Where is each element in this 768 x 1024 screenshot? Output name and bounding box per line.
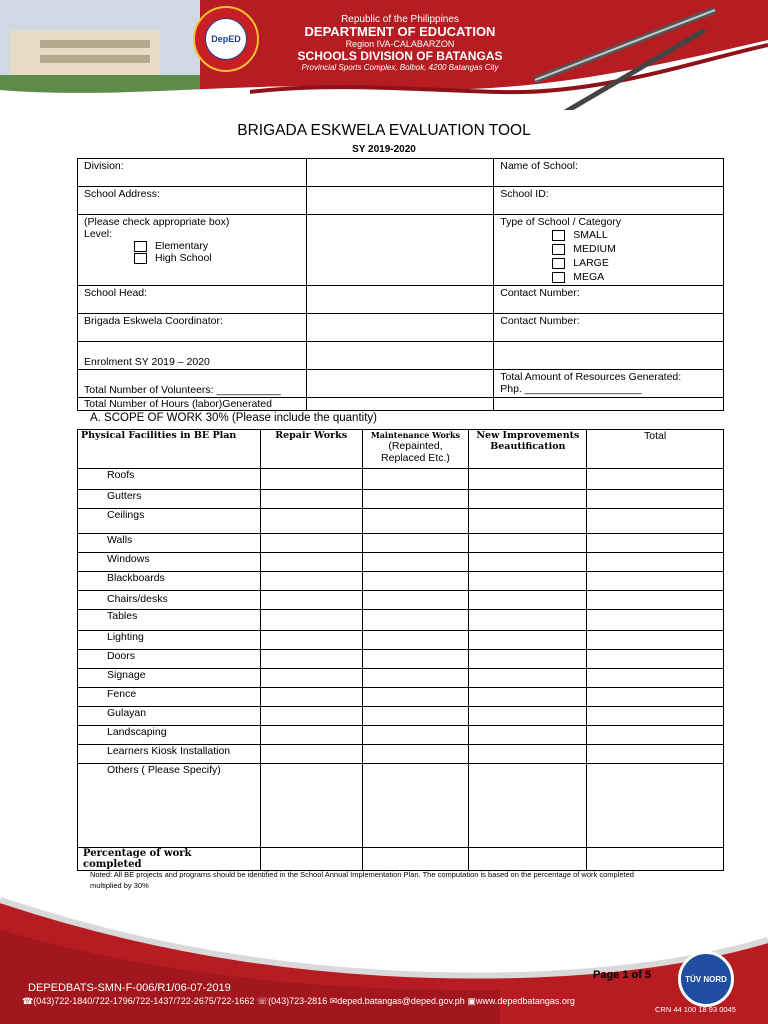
- cell[interactable]: [469, 553, 587, 572]
- cell[interactable]: [362, 469, 469, 490]
- cell[interactable]: [362, 707, 469, 726]
- enrolment-field[interactable]: [306, 342, 494, 370]
- cell[interactable]: [260, 764, 362, 848]
- volunteers-label: Total Number of Volunteers: ___________: [78, 370, 307, 398]
- cell[interactable]: [362, 553, 469, 572]
- checkbox[interactable]: [552, 272, 565, 283]
- form-code: DEPEDBATS-SMN-F-006/R1/06-07-2019: [28, 982, 231, 994]
- header-maintenance: [362, 430, 469, 469]
- cell[interactable]: [469, 650, 587, 669]
- cell[interactable]: [469, 848, 587, 871]
- type-option-medium[interactable]: [500, 242, 717, 256]
- school-year: SY 2019-2020: [352, 144, 416, 155]
- cell[interactable]: [587, 534, 724, 553]
- cell[interactable]: [362, 650, 469, 669]
- maint-title: Maintenance Works: [370, 430, 461, 440]
- cell[interactable]: [587, 650, 724, 669]
- cell[interactable]: [362, 591, 469, 610]
- cell[interactable]: [469, 669, 587, 688]
- school-name-label: Name of School:: [494, 159, 724, 187]
- seal-text: DepED: [205, 18, 247, 60]
- cell[interactable]: [362, 572, 469, 591]
- row-label: Fence: [78, 688, 261, 707]
- row-label: Chairs/desks: [78, 591, 261, 610]
- header-address: Provincial Sports Complex, Bolbok, 4200 Batangas City: [301, 63, 499, 72]
- row-label: Tables: [78, 610, 261, 631]
- header-department: DEPARTMENT OF EDUCATION: [304, 24, 496, 39]
- cell[interactable]: [260, 553, 362, 572]
- cell[interactable]: [362, 490, 469, 509]
- cell[interactable]: [260, 509, 362, 534]
- type-label: Type of School / Category: [500, 216, 622, 228]
- cell[interactable]: [587, 469, 724, 490]
- cell[interactable]: [362, 688, 469, 707]
- checkbox[interactable]: [134, 253, 147, 264]
- cell[interactable]: [260, 631, 362, 650]
- cell[interactable]: [260, 591, 362, 610]
- note-text: Noted: All BE projects and programs should be identified in the School Annual Implementation Plan. The computation is based on the percentage of work completed multiplied by 30%: [90, 870, 634, 890]
- hours-blank: [494, 398, 724, 411]
- coordinator-label: Brigada Eskwela Coordinator:: [78, 314, 307, 342]
- header-region: Region IVA-CALABARZON: [345, 39, 455, 49]
- cell[interactable]: [587, 572, 724, 591]
- type-option-mega[interactable]: [500, 270, 717, 284]
- row-label: Learners Kiosk Installation: [78, 745, 261, 764]
- option-label: Elementary: [155, 240, 209, 252]
- page-title: BRIGADA ESKWELA EVALUATION TOOL: [237, 122, 531, 139]
- type-option-small[interactable]: [500, 228, 717, 242]
- cell[interactable]: [362, 610, 469, 631]
- row-label: Gulayan: [78, 707, 261, 726]
- row-label: Ceilings: [78, 509, 261, 534]
- option-label: LARGE: [573, 257, 609, 269]
- row-label: Roofs: [78, 469, 261, 490]
- cell[interactable]: [469, 707, 587, 726]
- school-id-label: School ID:: [494, 187, 724, 215]
- cell[interactable]: [260, 650, 362, 669]
- cell[interactable]: [469, 591, 587, 610]
- volunteers-field[interactable]: [306, 370, 494, 398]
- scope-title: A. SCOPE OF WORK 30% (Please include the quantity): [90, 412, 377, 424]
- cell[interactable]: [587, 726, 724, 745]
- page-number: Page 1 of 5: [593, 969, 652, 981]
- coordinator-field[interactable]: [306, 314, 494, 342]
- percentage-label: Percentage of work completed: [78, 848, 261, 871]
- cell[interactable]: [587, 688, 724, 707]
- cell[interactable]: [362, 764, 469, 848]
- cell[interactable]: [260, 669, 362, 688]
- level-field[interactable]: [306, 215, 494, 286]
- enrolment-blank: [494, 342, 724, 370]
- option-label: MEGA: [573, 271, 605, 283]
- cell[interactable]: [469, 572, 587, 591]
- cell[interactable]: [362, 848, 469, 871]
- php-line: Php. ____________________: [500, 383, 642, 395]
- checkbox[interactable]: [552, 258, 565, 269]
- cell[interactable]: [362, 726, 469, 745]
- cell[interactable]: [469, 610, 587, 631]
- cell[interactable]: [260, 572, 362, 591]
- hours-field[interactable]: [306, 398, 494, 411]
- header-division: SCHOOLS DIVISION OF BATANGAS: [297, 49, 503, 63]
- cell[interactable]: [469, 745, 587, 764]
- checkbox[interactable]: [134, 241, 147, 252]
- option-label: High School: [155, 252, 212, 264]
- cell[interactable]: [587, 707, 724, 726]
- cell[interactable]: [260, 848, 362, 871]
- type-cell: [494, 215, 724, 286]
- row-label: Walls: [78, 534, 261, 553]
- level-option-elementary[interactable]: [84, 240, 300, 252]
- cell[interactable]: [587, 764, 724, 848]
- contact-label: Contact Number:: [494, 314, 724, 342]
- contact-label: Contact Number:: [494, 286, 724, 314]
- row-label: Landscaping: [78, 726, 261, 745]
- cell[interactable]: [362, 534, 469, 553]
- head-field[interactable]: [306, 286, 494, 314]
- row-label: Doors: [78, 650, 261, 669]
- cell[interactable]: [587, 490, 724, 509]
- header-total: Total: [587, 430, 724, 469]
- school-info-table: [77, 158, 724, 411]
- cell[interactable]: [469, 688, 587, 707]
- maint-sub: (Repainted, Replaced Etc.): [381, 440, 450, 464]
- cell[interactable]: [469, 631, 587, 650]
- cell[interactable]: [260, 726, 362, 745]
- level-cell: [78, 215, 307, 286]
- row-label: Signage: [78, 669, 261, 688]
- cell[interactable]: [260, 490, 362, 509]
- scope-of-work-table: [77, 429, 724, 871]
- cell[interactable]: [469, 490, 587, 509]
- cell[interactable]: [260, 688, 362, 707]
- check-note: (Please check appropriate box): [84, 216, 230, 228]
- cell[interactable]: [587, 610, 724, 631]
- level-label: Level:: [84, 228, 113, 240]
- cell[interactable]: [469, 534, 587, 553]
- header-text: [270, 14, 530, 73]
- header-facilities: Physical Facilities in BE Plan: [78, 430, 261, 469]
- address-field[interactable]: [306, 187, 494, 215]
- cell[interactable]: [260, 707, 362, 726]
- cell[interactable]: [362, 631, 469, 650]
- tuv-nord-logo: TÜV NORD: [678, 951, 734, 1007]
- level-option-highschool[interactable]: [84, 252, 300, 264]
- head-label: School Head:: [78, 286, 307, 314]
- row-label: Others ( Please Specify): [78, 764, 261, 848]
- cell[interactable]: [469, 469, 587, 490]
- row-label: Gutters: [78, 490, 261, 509]
- cell[interactable]: [260, 469, 362, 490]
- row-label: Windows: [78, 553, 261, 572]
- checkbox[interactable]: [552, 230, 565, 241]
- option-label: MEDIUM: [573, 243, 616, 255]
- row-label: Blackboards: [78, 572, 261, 591]
- contact-line: ☎(043)722-1840/722-1796/722-1437/722-2675/722-1662 ☏(043)723-2816 ✉deped.batangas@deped.gov.ph ▣www.depedbatangas.org: [22, 996, 575, 1006]
- cell[interactable]: [469, 764, 587, 848]
- cell[interactable]: [587, 509, 724, 534]
- resources-cell: [494, 370, 724, 398]
- division-field[interactable]: [306, 159, 494, 187]
- cell[interactable]: [362, 509, 469, 534]
- cell[interactable]: [587, 745, 724, 764]
- cell[interactable]: [469, 509, 587, 534]
- cell[interactable]: [469, 726, 587, 745]
- cell[interactable]: [587, 591, 724, 610]
- header-republic: Republic of the Philippines: [341, 14, 459, 25]
- cell[interactable]: [587, 669, 724, 688]
- type-option-large[interactable]: [500, 256, 717, 270]
- enrolment-label: Enrolment SY 2019 – 2020: [78, 342, 307, 370]
- cell[interactable]: [260, 534, 362, 553]
- address-label: School Address:: [78, 187, 307, 215]
- cell[interactable]: [362, 745, 469, 764]
- checkbox[interactable]: [552, 244, 565, 255]
- resources-label: Total Amount of Resources Generated:: [500, 371, 682, 383]
- crn-number: CRN 44 100 18 93 0045: [655, 1005, 736, 1014]
- option-label: SMALL: [573, 229, 608, 241]
- deped-seal: [193, 6, 259, 72]
- header-new-improvements: New Improvements Beautification: [469, 430, 587, 469]
- cell[interactable]: [260, 745, 362, 764]
- cell[interactable]: [260, 610, 362, 631]
- header-repair: Repair Works: [260, 430, 362, 469]
- cell[interactable]: [587, 553, 724, 572]
- cell[interactable]: [587, 848, 724, 871]
- hours-label: Total Number of Hours (labor)Generated: [78, 398, 307, 411]
- cell[interactable]: [587, 631, 724, 650]
- row-label: Lighting: [78, 631, 261, 650]
- cell[interactable]: [362, 669, 469, 688]
- division-label: Division:: [78, 159, 307, 187]
